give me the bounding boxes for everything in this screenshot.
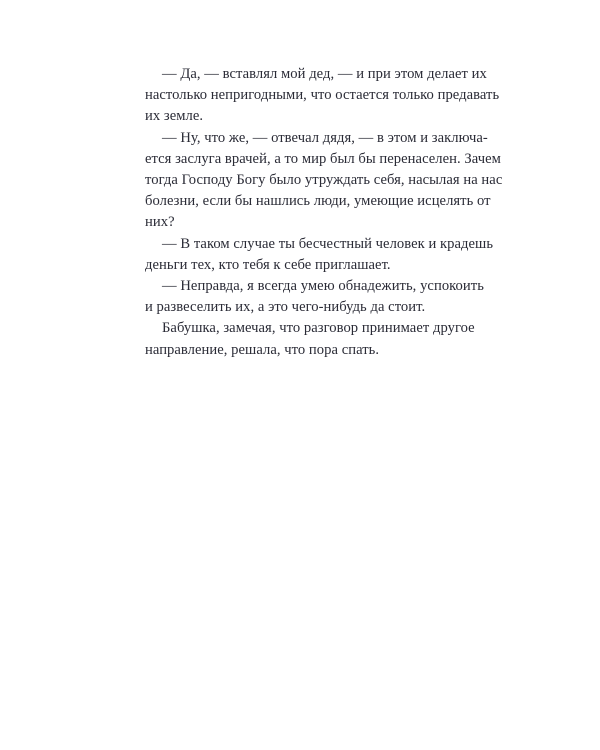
paragraph-3 bbox=[128, 234, 494, 276]
text-line: ется заслуга врачей, а то мир был бы перенаселен. Зачем bbox=[145, 150, 501, 167]
text-line: — Неправда, я всегда умею обнадежить, успокоить bbox=[162, 278, 484, 295]
text-line: болезни, если бы нашлись люди, умеющие исцелять от bbox=[145, 193, 491, 210]
text-line: — Ну, что же, — отвечал дядя, — в этом и заключа- bbox=[162, 129, 488, 146]
paragraph-2 bbox=[128, 128, 503, 234]
text-line: них? bbox=[145, 214, 175, 231]
paragraph-1 bbox=[128, 64, 500, 128]
text-line: настолько непригодными, что остается только предавать bbox=[145, 87, 500, 104]
text-line: тогда Господу Богу было утруждать себя, насылая на нас bbox=[145, 172, 503, 189]
paragraph-4 bbox=[128, 276, 484, 318]
text-line: направление, решала, что пора спать. bbox=[145, 341, 380, 358]
text-line: деньги тех, кто тебя к себе приглашает. bbox=[145, 256, 391, 273]
page-text bbox=[128, 64, 503, 361]
text-line: их земле. bbox=[145, 108, 204, 125]
paragraph-5 bbox=[128, 318, 475, 360]
text-line: Бабушка, замечая, что разговор принимает другое bbox=[162, 320, 475, 337]
text-line: — В таком случае ты бесчестный человек и крадешь bbox=[162, 235, 494, 252]
text-line: — Да, — вставлял мой дед, — и при этом делает их bbox=[162, 66, 487, 82]
text-line: и развеселить их, а это чего-нибудь да стоит. bbox=[145, 299, 426, 316]
